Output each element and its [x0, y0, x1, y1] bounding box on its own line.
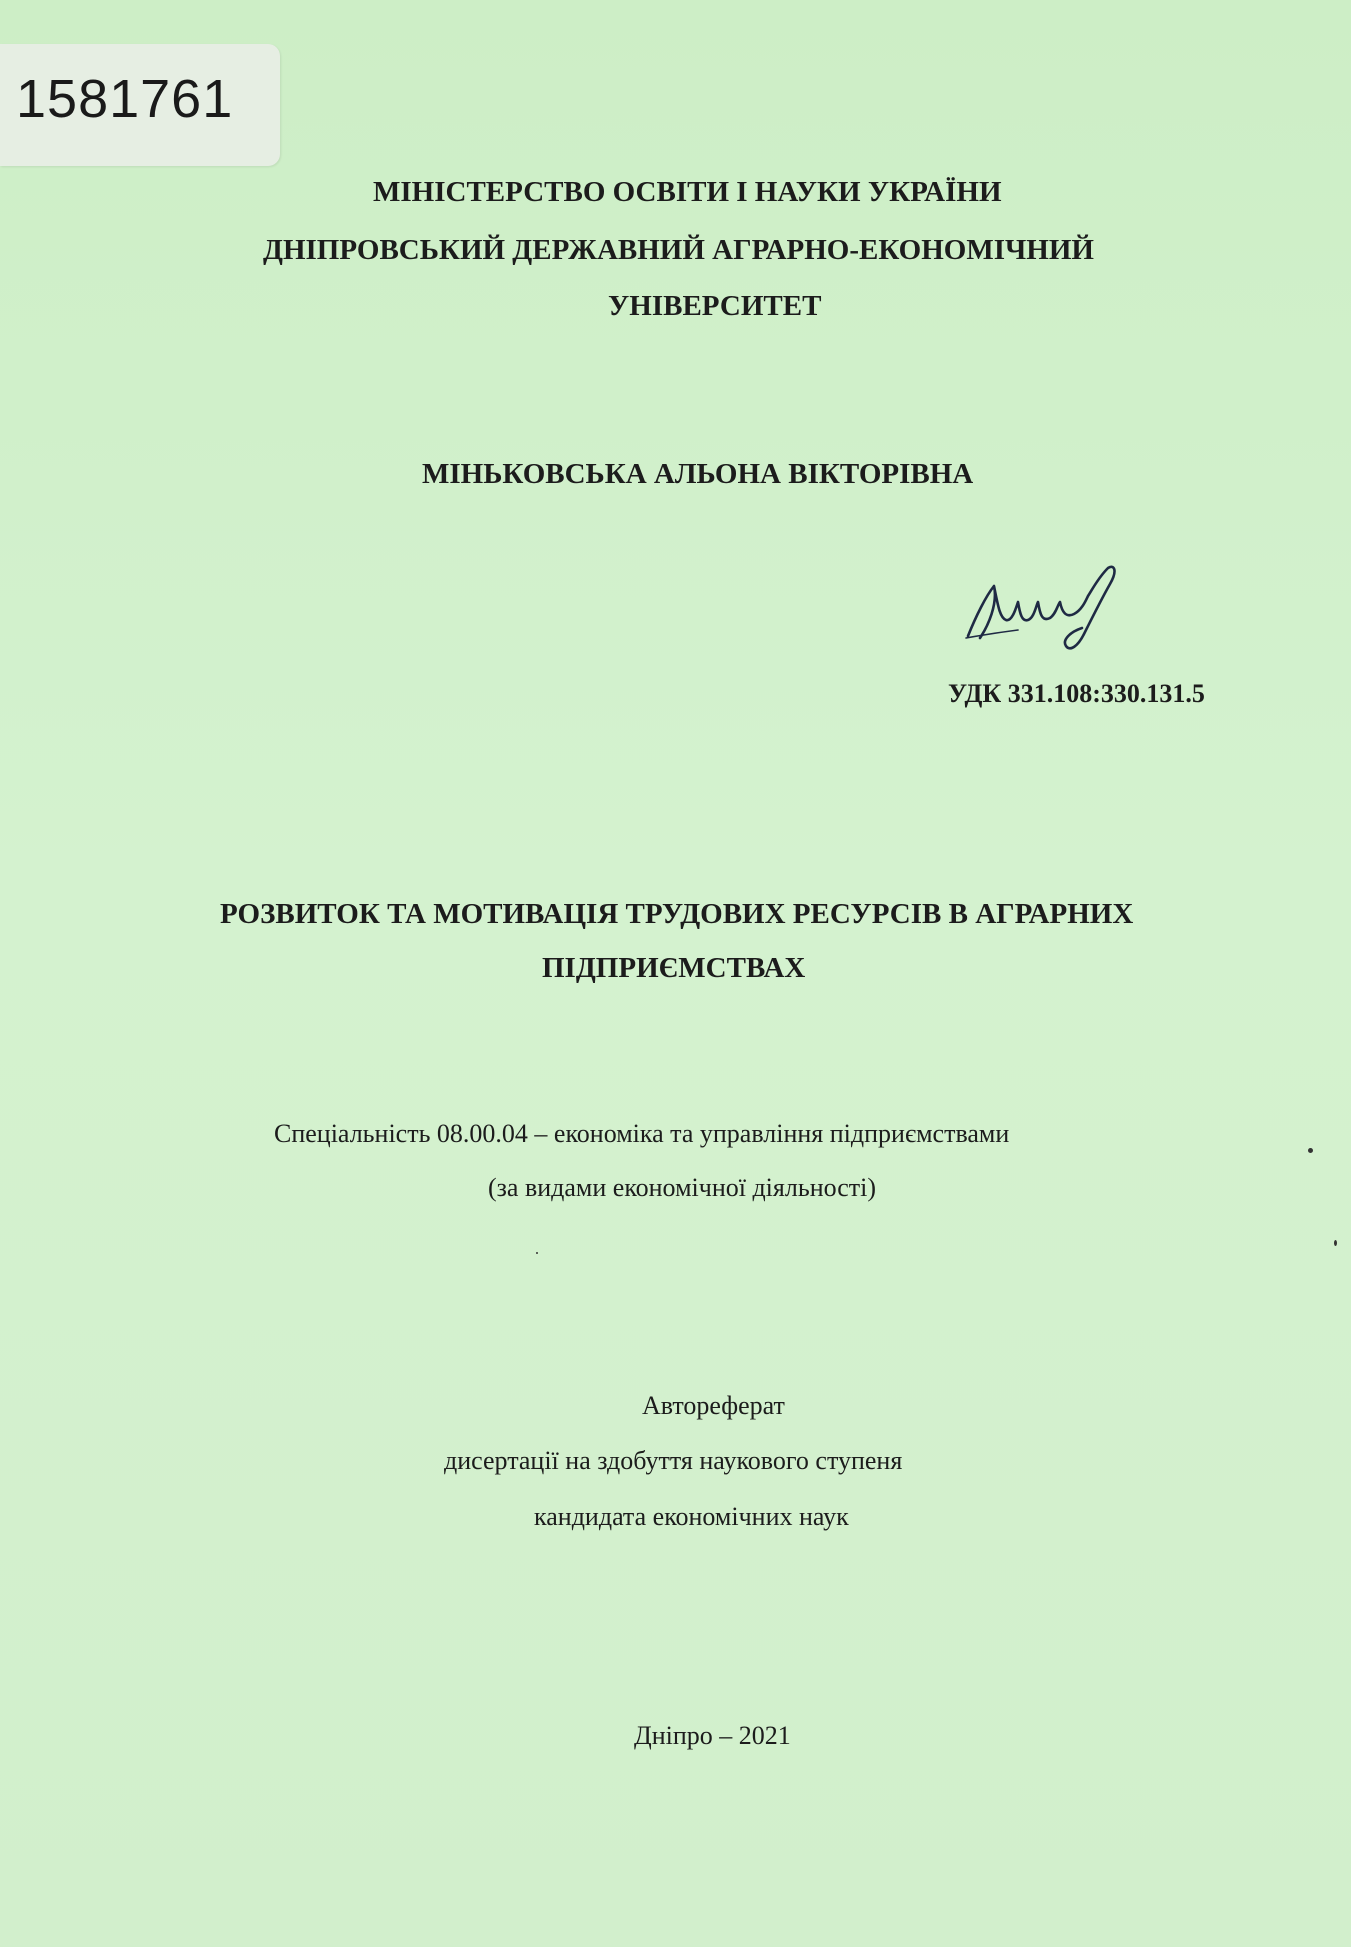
author-signature — [958, 556, 1178, 666]
thesis-title-line2: ПІДПРИЄМСТВАХ — [542, 952, 806, 984]
degree-name: кандидата економічних наук — [534, 1502, 849, 1531]
specialty-line1: Спеціальність 08.00.04 – економіка та управління підприємствами — [274, 1119, 1010, 1148]
inventory-number: 1581761 — [16, 69, 234, 129]
abstract-label: Автореферат — [642, 1391, 785, 1420]
udc-code: УДК 331.108:330.131.5 — [948, 679, 1205, 708]
specialty-line2: (за видами економічної діяльності) — [488, 1173, 877, 1202]
university-heading-line1: ДНІПРОВСЬКИЙ ДЕРЖАВНИЙ АГРАРНО-ЕКОНОМІЧНИЙ — [263, 234, 1094, 266]
place-year: Дніпро – 2021 — [634, 1721, 791, 1750]
paper-speck — [536, 1252, 538, 1254]
thesis-title-line1: РОЗВИТОК ТА МОТИВАЦІЯ ТРУДОВИХ РЕСУРСІВ В АГРАРНИХ — [220, 898, 1134, 930]
author-name: МІНЬКОВСЬКА АЛЬОНА ВІКТОРІВНА — [422, 458, 974, 490]
university-heading-line2: УНІВЕРСИТЕТ — [608, 290, 822, 322]
paper-speck — [1308, 1148, 1313, 1153]
paper-speck — [1334, 1240, 1337, 1246]
ministry-heading: МІНІСТЕРСТВО ОСВІТИ І НАУКИ УКРАЇНИ — [373, 176, 1002, 208]
abstract-purpose: дисертації на здобуття наукового ступеня — [444, 1446, 903, 1475]
